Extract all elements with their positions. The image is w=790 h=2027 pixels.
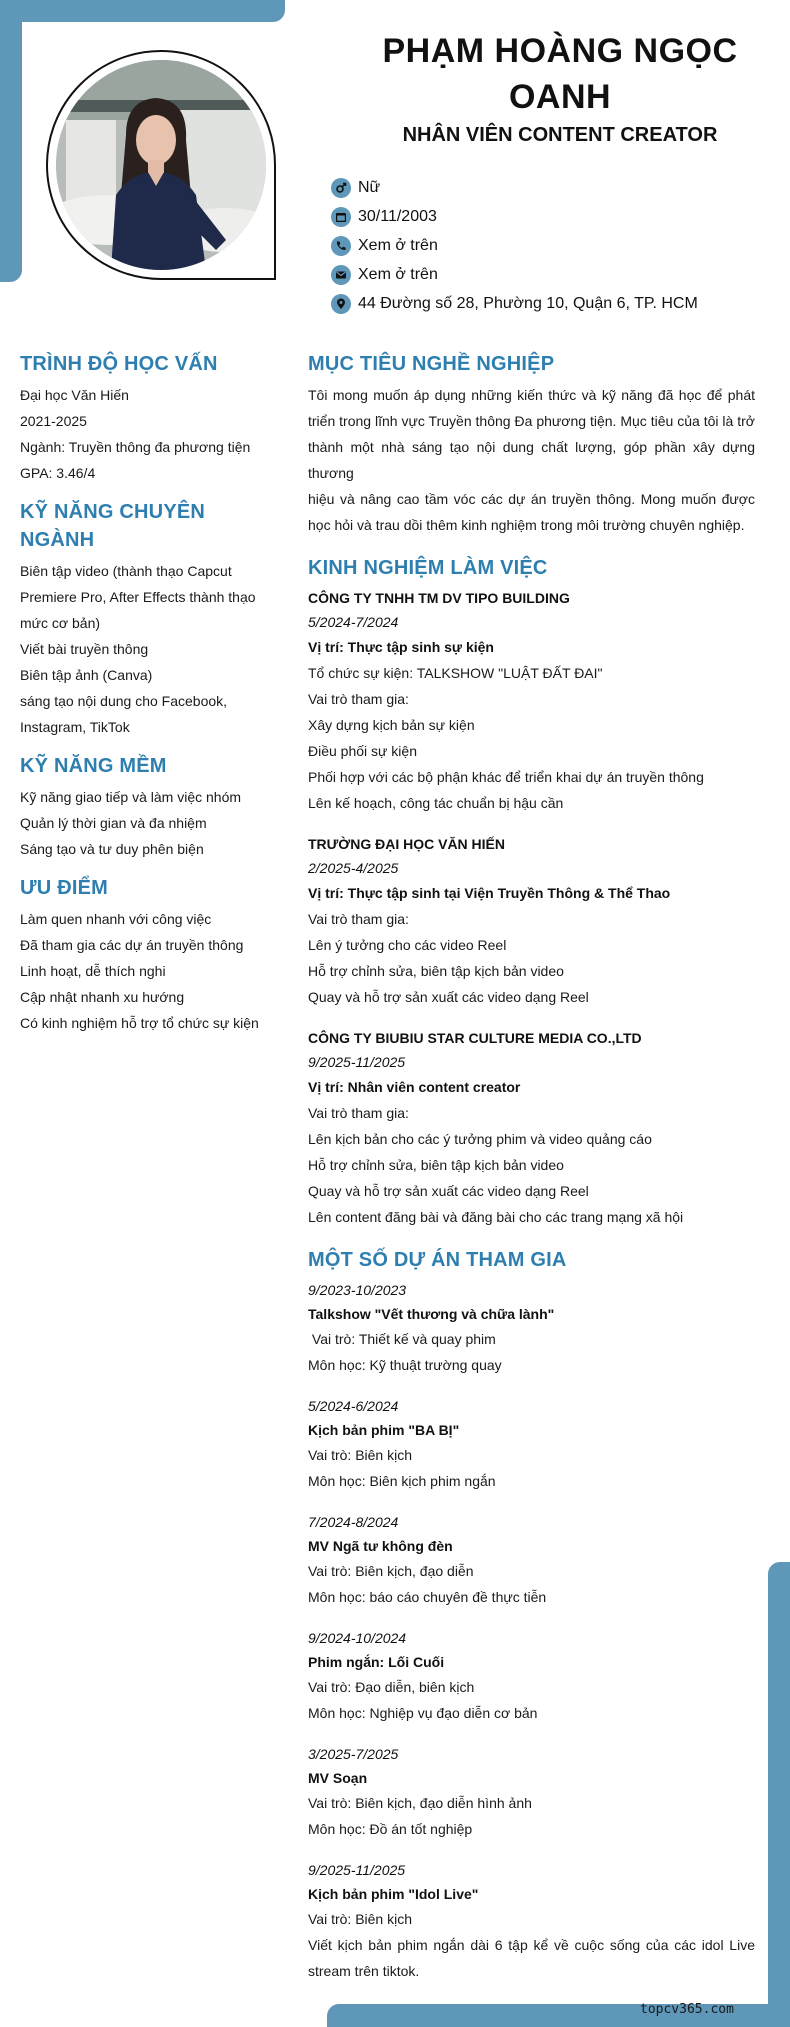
education-line: Đại học Văn Hiến	[20, 387, 129, 403]
job-detail: Điều phối sự kiện	[308, 743, 417, 759]
project-entry	[308, 1742, 755, 1842]
project-detail: Môn học: báo cáo chuyên đề thực tiễn	[308, 1589, 547, 1605]
hard-skill-item: Viết bài truyền thông	[20, 641, 149, 657]
job-position: Vị trí: Nhân viên content creator	[308, 1079, 521, 1095]
project-title: MV Ngã tư không đèn	[308, 1538, 453, 1554]
job-date: 2/2025-4/2025	[308, 860, 399, 876]
job-detail: Vai trò tham gia:	[308, 1105, 409, 1121]
job-detail: Lên kế hoạch, công tác chuẩn bị hậu cần	[308, 795, 564, 811]
project-detail: Vai trò: Biên kịch	[308, 1911, 413, 1927]
project-detail: Môn học: Biên kịch phim ngắn	[308, 1473, 496, 1489]
contact-phone	[331, 231, 698, 260]
education-line: Ngành: Truyền thông đa phương tiện	[20, 439, 251, 455]
strength-item: Linh hoạt, dễ thích nghi	[20, 963, 166, 979]
contact-address	[331, 289, 698, 318]
job-company: CÔNG TY TNHH TM DV TIPO BUILDING	[308, 590, 570, 606]
education-line: GPA: 3.46/4	[20, 465, 96, 481]
project-detail: Vai trò: Thiết kế và quay phim	[308, 1331, 496, 1347]
job-detail: Xây dựng kịch bản sự kiện	[308, 717, 475, 733]
project-date: 9/2025-11/2025	[308, 1862, 406, 1878]
objective-title: MỤC TIÊU NGHỀ NGHIỆP	[308, 353, 555, 375]
left-column	[20, 350, 270, 1048]
phone-icon	[331, 236, 351, 256]
hard-skills-title: KỸ NĂNG CHUYÊN NGÀNH	[20, 501, 206, 551]
strength-item: Làm quen nhanh với công việc	[20, 911, 212, 927]
calendar-icon	[331, 207, 351, 227]
project-description: Viết kịch bản phim ngắn dài 6 tập kể về cuộc sống của các idol Live stream trên tiktok.	[308, 1937, 755, 1979]
experience-title: KINH NGHIỆM LÀM VIỆC	[308, 557, 548, 579]
candidate-name: PHẠM HOÀNG NGỌC OANH	[382, 32, 738, 116]
job-detail: Quay và hỗ trợ sản xuất các video dạng Reel	[308, 1183, 589, 1199]
job-position: Vị trí: Thực tập sinh tại Viện Truyền Thông & Thể Thao	[308, 885, 671, 901]
project-date: 7/2024-8/2024	[308, 1514, 399, 1530]
job-date: 9/2025-11/2025	[308, 1054, 406, 1070]
contact-gender-value: Nữ	[358, 178, 381, 196]
project-detail: Môn học: Đồ án tốt nghiệp	[308, 1821, 473, 1837]
frame-left-bar	[0, 0, 22, 282]
gender-icon	[331, 178, 351, 198]
job-company: CÔNG TY BIUBIU STAR CULTURE MEDIA CO.,LTD	[308, 1030, 642, 1046]
job-entry	[308, 1026, 755, 1230]
project-title: MV Soạn	[308, 1770, 368, 1786]
hard-skill-item: sáng tạo nội dung cho Facebook, Instagram, TikTok	[20, 693, 228, 735]
job-position: Vị trí: Thực tập sinh sự kiện	[308, 639, 494, 655]
strengths-title: ƯU ĐIỂM	[20, 877, 108, 899]
job-detail: Lên content đăng bài và đăng bài cho các trang mạng xã hội	[308, 1209, 684, 1225]
project-entry	[308, 1510, 755, 1610]
contact-birthday	[331, 202, 698, 231]
project-title: Phim ngắn: Lối Cuối	[308, 1654, 445, 1670]
objective-section	[308, 350, 755, 538]
strength-item: Có kinh nghiệm hỗ trợ tổ chức sự kiện	[20, 1015, 259, 1031]
job-detail: Hỗ trợ chỉnh sửa, biên tập kịch bản video	[308, 1157, 564, 1173]
job-detail: Vai trò tham gia:	[308, 911, 409, 927]
objective-paragraph: hiệu và nâng cao tầm vóc các dự án truyền thông. Mong muốn được học hỏi và trau dồi thêm kinh nghiệm trong môi trường chuyên nghiệp.	[308, 491, 755, 533]
project-title: Talkshow "Vết thương và chữa lành"	[308, 1306, 555, 1322]
project-entry	[308, 1626, 755, 1726]
job-detail: Phối hợp với các bộ phận khác để triển khai dự án truyền thông	[308, 769, 704, 785]
project-detail: Vai trò: Biên kịch, đạo diễn hình ảnh	[308, 1795, 532, 1811]
job-detail: Lên kịch bản cho các ý tưởng phim và video quảng cáo	[308, 1131, 652, 1147]
project-date: 3/2025-7/2025	[308, 1746, 399, 1762]
contact-list	[331, 173, 698, 318]
project-date: 9/2024-10/2024	[308, 1630, 407, 1646]
project-date: 5/2024-6/2024	[308, 1398, 399, 1414]
education-title: TRÌNH ĐỘ HỌC VẤN	[20, 353, 218, 375]
project-date: 9/2023-10/2023	[308, 1282, 407, 1298]
frame-top-bar	[0, 0, 285, 22]
strength-item: Đã tham gia các dự án truyền thông	[20, 937, 244, 953]
job-title: NHÂN VIÊN CONTENT CREATOR	[402, 124, 718, 146]
strengths-section	[20, 874, 270, 1036]
education-section	[20, 350, 270, 486]
project-detail: Vai trò: Đạo diễn, biên kịch	[308, 1679, 475, 1695]
project-detail: Môn học: Nghiệp vụ đạo diễn cơ bản	[308, 1705, 538, 1721]
contact-email	[331, 260, 698, 289]
job-company: TRƯỜNG ĐẠI HỌC VĂN HIẾN	[308, 836, 506, 852]
job-detail: Vai trò tham gia:	[308, 691, 409, 707]
soft-skill-item: Quản lý thời gian và đa nhiệm	[20, 815, 207, 831]
email-icon	[331, 265, 351, 285]
contact-birthday-value: 30/11/2003	[358, 207, 437, 225]
strength-item: Cập nhật nhanh xu hướng	[20, 989, 185, 1005]
experience-section	[308, 554, 755, 1230]
project-entry	[308, 1858, 755, 1984]
job-detail: Quay và hỗ trợ sản xuất các video dạng Reel	[308, 989, 589, 1005]
project-entry	[308, 1278, 755, 1378]
soft-skills-title: KỸ NĂNG MỀM	[20, 755, 167, 777]
project-entry	[308, 1394, 755, 1494]
project-detail: Vai trò: Biên kịch, đạo diễn	[308, 1563, 474, 1579]
job-detail: Hỗ trợ chỉnh sửa, biên tập kịch bản video	[308, 963, 564, 979]
contact-address-value: 44 Đường số 28, Phường 10, Quận 6, TP. HCM	[358, 294, 698, 312]
job-detail: Lên ý tưởng cho các video Reel	[308, 937, 507, 953]
job-detail: Tổ chức sự kiện: TALKSHOW "LUẬT ĐẤT ĐAI"	[308, 665, 603, 681]
job-date: 5/2024-7/2024	[308, 614, 399, 630]
project-detail: Môn học: Kỹ thuật trường quay	[308, 1357, 502, 1373]
avatar-frame	[46, 50, 276, 280]
projects-section	[308, 1246, 755, 1984]
contact-gender	[331, 173, 698, 202]
project-title: Kịch bản phim "BA BỊ"	[308, 1422, 460, 1438]
objective-paragraph: Tôi mong muốn áp dụng những kiến thức và kỹ năng đã học để phát triển trong lĩnh vực Truyền thông Đa phương tiện. Mục tiêu của tôi là trở thành một nhà sáng tạo nội dung chất lượng, góp phần xây dựng thương	[308, 387, 755, 481]
project-detail: Vai trò: Biên kịch	[308, 1447, 413, 1463]
hard-skill-item: Biên tập video (thành thạo Capcut Premiere Pro, After Effects thành thạo mức cơ bản)	[20, 563, 256, 631]
contact-phone-value: Xem ở trên	[358, 236, 438, 254]
watermark: topcv365.com	[640, 2002, 734, 2017]
soft-skill-item: Sáng tạo và tư duy phên biện	[20, 841, 204, 857]
soft-skills-section	[20, 752, 270, 862]
avatar	[56, 60, 266, 270]
projects-title: MỘT SỐ DỰ ÁN THAM GIA	[308, 1249, 567, 1271]
soft-skill-item: Kỹ năng giao tiếp và làm việc nhóm	[20, 789, 242, 805]
right-column	[308, 350, 755, 2000]
avatar-photo	[56, 60, 266, 270]
education-line: 2021-2025	[20, 413, 87, 429]
location-icon	[331, 294, 351, 314]
frame-right-bar	[768, 1562, 790, 2027]
job-entry	[308, 586, 755, 816]
job-entry	[308, 832, 755, 1010]
hard-skills-section	[20, 498, 270, 740]
contact-email-value: Xem ở trên	[358, 265, 438, 283]
project-title: Kịch bản phim "Idol Live"	[308, 1886, 479, 1902]
hard-skill-item: Biên tập ảnh (Canva)	[20, 667, 153, 683]
